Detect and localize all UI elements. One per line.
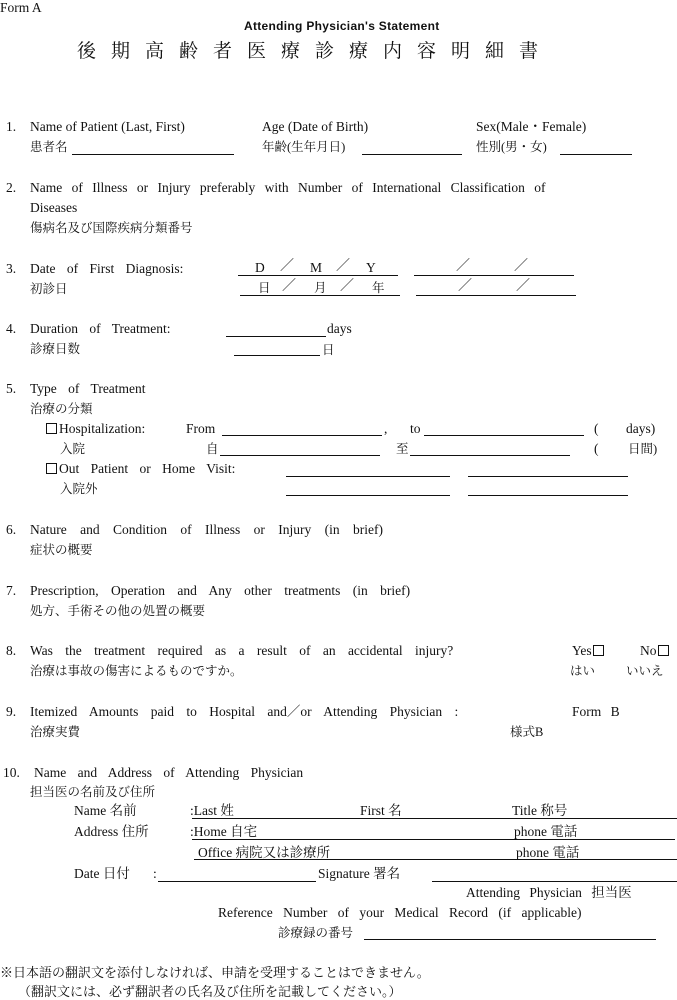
home-address-field[interactable] [192, 839, 675, 840]
reference-jp-label: 診療録の番号 [278, 926, 354, 940]
s4-jdays: 日 [322, 343, 335, 357]
s3-slash-7: ／ [458, 279, 472, 294]
s4-jp: 診療日数 [30, 342, 81, 356]
s5-days-jp: 日間) [628, 442, 658, 456]
s3-slash-6: ／ [514, 259, 528, 274]
s5-to-jp: 至 [396, 442, 409, 456]
hosp-to-jp-field[interactable] [410, 455, 570, 456]
s2-line1: Name of Illness or Injury preferably with Number of International Classification of [30, 180, 546, 195]
s3-slash-2: ／ [336, 259, 350, 274]
hospitalization-option[interactable] [46, 421, 145, 437]
no-option[interactable] [640, 643, 671, 659]
s7-en: Prescription, Operation and Any other treatments (in brief) [30, 583, 411, 598]
home-label: :Home 自宅 [190, 824, 258, 839]
no-checkbox[interactable] [658, 645, 669, 656]
s3-en: Date of First Diagnosis: [30, 261, 184, 276]
s6-number: 6. [6, 522, 17, 537]
outpatient-from-jp-field[interactable] [286, 495, 450, 496]
s5-paren-open: ( [594, 421, 599, 436]
signature-label: Signature 署名 [318, 866, 401, 881]
yes-label: Yes [572, 643, 592, 658]
s5-from-jp: 自 [206, 442, 219, 456]
title-jp: 後期高齢者医療診療内容明細書 [77, 41, 554, 62]
s8-jp: 治療は事故の傷害によるものですか。 [30, 664, 243, 678]
s3-slash-4: ／ [340, 279, 354, 294]
s9-number: 9. [6, 704, 17, 719]
s6-jp: 症状の概要 [30, 543, 93, 557]
s8-en: Was the treatment required as a result of an accidental injury? [30, 643, 454, 658]
s1-sex-jp: 性別(男・女) [476, 140, 547, 154]
s4-number: 4. [6, 321, 17, 336]
s3-jm: 月 [314, 281, 327, 295]
first-diagnosis-alt-field[interactable] [414, 275, 574, 276]
s3-slash-5: ／ [456, 259, 470, 274]
s1-name-en: Name of Patient (Last, First) [30, 119, 185, 134]
s8-no-jp: いいえ [626, 664, 664, 678]
patient-name-field[interactable] [72, 154, 234, 155]
s9-form-b-jp: 様式B [510, 725, 544, 739]
s4-en: Duration of Treatment: [30, 321, 171, 336]
footer-note-2: （翻訳文には、必ず翻訳者の氏名及び住所を記載してください。） [18, 984, 402, 999]
s2-number: 2. [6, 180, 17, 195]
outpatient-option[interactable] [46, 461, 235, 477]
hosp-from-jp-field[interactable] [220, 455, 380, 456]
s1-name-jp: 患者名 [30, 140, 68, 154]
office-label: Office 病院又は診療所 [198, 845, 331, 860]
first-name-label: First 名 [360, 803, 402, 818]
s10-number: 10. [3, 765, 20, 780]
s3-slash-8: ／ [516, 279, 530, 294]
last-name-label: :Last 姓 [190, 803, 234, 818]
phone-label-1: phone 電話 [514, 824, 578, 839]
s5-jp: 治療の分類 [30, 402, 93, 416]
age-field[interactable] [362, 154, 462, 155]
outpatient-from-field[interactable] [286, 476, 450, 477]
yes-option[interactable] [572, 643, 606, 659]
s3-jd: 日 [258, 281, 271, 295]
reference-number-field[interactable] [364, 939, 656, 940]
first-diagnosis-alt-jp-field[interactable] [416, 295, 576, 296]
yes-checkbox[interactable] [593, 645, 604, 656]
s9-form-b: Form B [572, 704, 620, 719]
s8-yes-jp: はい [570, 664, 596, 678]
s5-outpatient-jp: 入院外 [60, 482, 98, 496]
duration-jp-field[interactable] [234, 355, 320, 356]
title-label: Title 称号 [512, 803, 568, 818]
phone-label-2: phone 電話 [516, 845, 580, 860]
s5-number: 5. [6, 381, 17, 396]
s1-age-jp: 年齢(生年月日) [262, 140, 346, 154]
outpatient-to-field[interactable] [468, 476, 628, 477]
address-label: Address 住所 [74, 824, 149, 839]
sex-field[interactable] [560, 154, 632, 155]
s5-hosp-jp: 入院 [60, 442, 86, 456]
date-field[interactable] [158, 881, 316, 882]
form-label: Form A [0, 0, 42, 15]
s2-jp: 傷病名及び国際疾病分類番号 [30, 221, 193, 235]
date-colon: : [153, 866, 157, 881]
s5-to: to [410, 421, 421, 436]
attending-physician-label: Attending Physician 担当医 [466, 885, 632, 900]
s3-number: 3. [6, 261, 17, 276]
s3-jy: 年 [372, 281, 385, 295]
office-address-field[interactable] [194, 859, 677, 860]
s2-line2: Diseases [30, 200, 78, 215]
no-label: No [640, 643, 657, 658]
s3-d: D [255, 260, 265, 275]
outpatient-to-jp-field[interactable] [468, 495, 628, 496]
outpatient-label: Out Patient or Home Visit: [59, 461, 236, 476]
duration-field[interactable] [226, 336, 326, 337]
s5-en: Type of Treatment [30, 381, 146, 396]
hospitalization-label: Hospitalization: [59, 421, 146, 436]
s10-jp: 担当医の名前及び住所 [30, 785, 156, 799]
title-en: Attending Physician's Statement [244, 19, 440, 33]
s3-slash-1: ／ [280, 259, 294, 274]
s5-from: From [186, 421, 216, 436]
hosp-from-field[interactable] [222, 435, 382, 436]
s3-y: Y [366, 260, 376, 275]
outpatient-checkbox[interactable] [46, 463, 57, 474]
s5-comma: , [384, 421, 388, 436]
footer-note-1: ※日本語の翻訳文を添付しなければ、申請を受理することはできません。 [0, 965, 430, 980]
s5-days: days) [626, 421, 656, 436]
s1-age-en: Age (Date of Birth) [262, 119, 369, 134]
hosp-to-field[interactable] [424, 435, 584, 436]
signature-field[interactable] [432, 881, 677, 882]
s4-days: days [327, 321, 352, 336]
s1-sex-en: Sex(Male・Female) [476, 119, 587, 134]
s10-en: Name and Address of Attending Physician [34, 765, 304, 780]
s7-number: 7. [6, 583, 17, 598]
s3-m: M [310, 260, 323, 275]
reference-label: Reference Number of your Medical Record (if applicable) [218, 905, 582, 920]
s7-jp: 処方、手術その他の処置の概要 [30, 604, 206, 618]
s9-jp: 治療実費 [30, 725, 81, 739]
s6-en: Nature and Condition of Illness or Injury (in brief) [30, 522, 383, 537]
s9-en: Itemized Amounts paid to Hospital and／or Attending Physician : [30, 704, 459, 719]
physician-name-field[interactable] [192, 818, 677, 819]
s3-jp: 初診日 [30, 282, 68, 296]
name-label: Name 名前 [74, 803, 137, 818]
s3-slash-3: ／ [282, 279, 296, 294]
s5-paren-open-jp: ( [594, 441, 599, 456]
hospitalization-checkbox[interactable] [46, 423, 57, 434]
s8-number: 8. [6, 643, 17, 658]
date-label: Date 日付 [74, 866, 130, 881]
s1-number: 1. [6, 119, 17, 134]
